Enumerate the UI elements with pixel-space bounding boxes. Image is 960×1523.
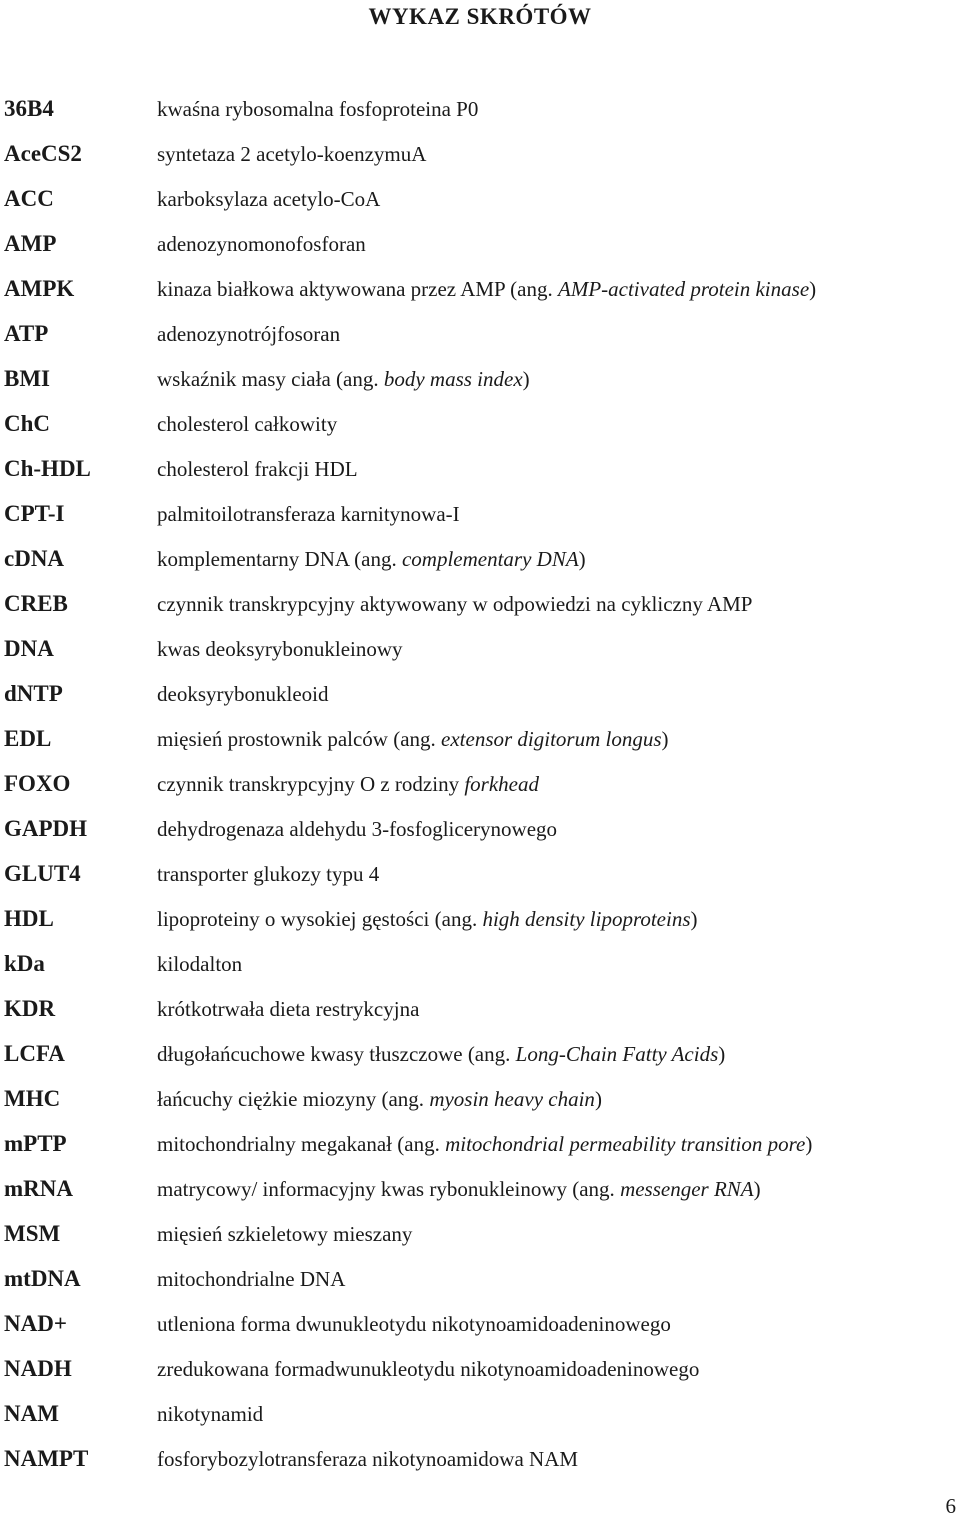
- abbreviation-term: NAD+: [4, 1311, 67, 1336]
- definition-closing: ): [594, 1087, 602, 1111]
- abbreviation-definition: [157, 1037, 725, 1071]
- abbreviation-entry: [0, 1172, 960, 1217]
- definition-text: adenozynomonofosforan: [157, 232, 366, 256]
- abbreviation-definition: [157, 1262, 345, 1296]
- abbreviation-term: AMPK: [4, 276, 75, 301]
- abbreviation-entry: [0, 362, 960, 407]
- abbreviation-definition: [157, 407, 337, 441]
- definition-english-term: Long-Chain Fatty Acids: [515, 1042, 719, 1066]
- definition-english-term: mitochondrial permeability transition pore: [445, 1132, 806, 1156]
- abbreviation-entry: [0, 1442, 960, 1487]
- definition-text: kwas deoksyrybonukleinowy: [157, 637, 403, 661]
- definition-text: zredukowana formadwunukleotydu nikotynoamidoadeninowego: [157, 1357, 700, 1381]
- abbreviation-term: AceCS2: [4, 141, 82, 166]
- definition-text: wskaźnik masy ciała (ang.: [157, 367, 384, 391]
- abbreviation-entry: [0, 497, 960, 542]
- definition-text: nikotynamid: [157, 1402, 264, 1426]
- definition-text: adenozynotrójfosoran: [157, 322, 341, 346]
- definition-english-term: body mass index: [383, 367, 523, 391]
- abbreviation-term: mRNA: [4, 1176, 73, 1201]
- definition-text: deoksyrybonukleoid: [157, 682, 329, 706]
- definition-text: utleniona forma dwunukleotydu nikotynoamidoadeninowego: [157, 1312, 671, 1336]
- abbreviation-entry: [0, 1352, 960, 1397]
- abbreviation-definition: [157, 1127, 812, 1161]
- abbreviation-definition: [157, 722, 669, 756]
- definition-text: matrycowy/ informacyjny kwas rybonukleinowy (ang.: [157, 1177, 621, 1201]
- abbreviation-definition: [157, 677, 328, 711]
- definition-text: mięsień szkieletowy mieszany: [157, 1222, 413, 1246]
- page-title: WYKAZ SKRÓTÓW: [368, 4, 592, 29]
- abbreviation-definition: [157, 1082, 602, 1116]
- abbreviation-definition: [157, 632, 403, 666]
- definition-english-term: high density lipoproteins: [482, 907, 691, 931]
- abbreviation-entry: [0, 1307, 960, 1352]
- abbreviation-term: GLUT4: [4, 861, 81, 886]
- definition-closing: ): [690, 907, 698, 931]
- abbreviation-entry: [0, 542, 960, 587]
- definition-english-term: complementary DNA: [401, 547, 579, 571]
- abbreviation-entry: [0, 1127, 960, 1172]
- abbreviation-term: NAM: [4, 1401, 59, 1426]
- abbreviation-entry: [0, 1217, 960, 1262]
- abbreviation-term: cDNA: [4, 546, 65, 571]
- abbreviation-entry: [0, 227, 960, 272]
- definition-text: cholesterol frakcji HDL: [157, 457, 358, 481]
- abbreviation-term: kDa: [4, 951, 45, 976]
- abbreviation-entry: [0, 317, 960, 362]
- abbreviation-term: Ch-HDL: [4, 456, 91, 481]
- definition-text: mitochondrialne DNA: [157, 1267, 346, 1291]
- abbreviation-definition: [157, 587, 752, 621]
- abbreviation-definition: [157, 137, 426, 171]
- page-number: 6: [945, 1494, 956, 1518]
- definition-text: fosforybozylotransferaza nikotynoamidowa NAM: [157, 1447, 579, 1471]
- definition-english-term: forkhead: [464, 772, 539, 796]
- abbreviation-definition: [157, 362, 530, 396]
- abbreviation-definition: [157, 857, 379, 891]
- abbreviation-definition: [157, 1307, 671, 1341]
- definition-text: kwaśna rybosomalna fosfoproteina P0: [157, 97, 479, 121]
- definition-text: kilodalton: [157, 952, 243, 976]
- definition-text: długołańcuchowe kwasy tłuszczowe (ang.: [157, 1042, 516, 1066]
- definition-closing: ): [718, 1042, 726, 1066]
- abbreviation-term: DNA: [4, 636, 54, 661]
- abbreviation-term: BMI: [4, 366, 50, 391]
- abbreviation-term: NAMPT: [4, 1446, 89, 1471]
- definition-closing: ): [522, 367, 530, 391]
- definition-text: czynnik transkrypcyjny O z rodziny: [157, 772, 465, 796]
- abbreviation-definition: [157, 1442, 578, 1476]
- definition-closing: ): [753, 1177, 761, 1201]
- definition-english-term: myosin heavy chain: [429, 1087, 595, 1111]
- abbreviation-definition: [157, 992, 419, 1026]
- abbreviation-entry: [0, 632, 960, 677]
- abbreviation-definition: [157, 1352, 699, 1386]
- abbreviation-entry: [0, 812, 960, 857]
- abbreviation-entry: [0, 1262, 960, 1307]
- definition-text: czynnik transkrypcyjny aktywowany w odpowiedzi na cykliczny AMP: [157, 592, 753, 616]
- abbreviation-term: MHC: [4, 1086, 61, 1111]
- abbreviation-term: mPTP: [4, 1131, 67, 1156]
- abbreviation-term: LCFA: [4, 1041, 65, 1066]
- abbreviation-list: [0, 92, 960, 1487]
- definition-text: cholesterol całkowity: [157, 412, 338, 436]
- abbreviation-entry: [0, 1397, 960, 1442]
- abbreviation-definition: [157, 902, 698, 936]
- definition-text: syntetaza 2 acetylo-koenzymuA: [157, 142, 427, 166]
- abbreviation-term: CPT-I: [4, 501, 65, 526]
- definition-text: komplementarny DNA (ang.: [157, 547, 402, 571]
- definition-english-term: messenger RNA: [620, 1177, 754, 1201]
- abbreviation-entry: [0, 587, 960, 632]
- definition-english-term: AMP-activated protein kinase: [558, 277, 810, 301]
- abbreviation-entry: [0, 1037, 960, 1082]
- abbreviation-entry: [0, 857, 960, 902]
- abbreviation-term: MSM: [4, 1221, 61, 1246]
- definition-text: mięsień prostownik palców (ang.: [157, 727, 442, 751]
- abbreviation-entry: [0, 992, 960, 1037]
- abbreviation-definition: [157, 767, 539, 801]
- definition-text: lipoproteiny o wysokiej gęstości (ang.: [157, 907, 483, 931]
- abbreviation-definition: [157, 1172, 761, 1206]
- abbreviation-entry: [0, 677, 960, 722]
- definition-text: kinaza białkowa aktywowana przez AMP (ang.: [157, 277, 558, 301]
- definition-english-term: extensor digitorum longus: [441, 727, 662, 751]
- definition-text: mitochondrialny megakanał (ang.: [157, 1132, 446, 1156]
- abbreviation-entry: [0, 137, 960, 182]
- abbreviation-definition: [157, 452, 358, 486]
- definition-text: transporter glukozy typu 4: [157, 862, 380, 886]
- abbreviation-definition: [157, 92, 478, 126]
- definition-closing: ): [809, 277, 817, 301]
- abbreviation-definition: [157, 812, 557, 846]
- abbreviation-entry: [0, 92, 960, 137]
- abbreviation-term: FOXO: [4, 771, 71, 796]
- abbreviation-term: AMP: [4, 231, 57, 256]
- abbreviation-term: GAPDH: [4, 816, 88, 841]
- abbreviation-entry: [0, 1082, 960, 1127]
- definition-text: dehydrogenaza aldehydu 3-fosfoglicerynowego: [157, 817, 558, 841]
- definition-text: krótkotrwała dieta restrykcyjna: [157, 997, 420, 1021]
- abbreviation-term: KDR: [4, 996, 56, 1021]
- definition-text: karboksylaza acetylo-CoA: [157, 187, 381, 211]
- abbreviation-definition: [157, 272, 816, 306]
- abbreviation-entry: [0, 272, 960, 317]
- definition-text: palmitoilotransferaza karnitynowa-I: [157, 502, 460, 526]
- definition-text: łańcuchy ciężkie miozyny (ang.: [157, 1087, 430, 1111]
- abbreviation-term: HDL: [4, 906, 54, 931]
- abbreviation-term: EDL: [4, 726, 52, 751]
- abbreviation-entry: [0, 722, 960, 767]
- abbreviation-entry: [0, 452, 960, 497]
- abbreviation-definition: [157, 317, 340, 351]
- abbreviation-definition: [157, 1217, 412, 1251]
- abbreviation-definition: [157, 947, 242, 981]
- definition-closing: ): [578, 547, 586, 571]
- definition-closing: ): [661, 727, 669, 751]
- abbreviation-entry: [0, 407, 960, 452]
- abbreviation-term: dNTP: [4, 681, 63, 706]
- abbreviation-term: 36B4: [4, 96, 54, 121]
- abbreviation-term: ATP: [4, 321, 49, 346]
- abbreviation-entry: [0, 182, 960, 227]
- definition-closing: ): [805, 1132, 813, 1156]
- abbreviation-definition: [157, 227, 366, 261]
- abbreviation-term: NADH: [4, 1356, 72, 1381]
- abbreviation-entry: [0, 902, 960, 947]
- abbreviation-entry: [0, 767, 960, 812]
- abbreviation-term: mtDNA: [4, 1266, 81, 1291]
- abbreviation-term: ACC: [4, 186, 54, 211]
- abbreviation-definition: [157, 542, 586, 576]
- abbreviation-definition: [157, 182, 380, 216]
- abbreviation-term: ChC: [4, 411, 51, 436]
- abbreviation-entry: [0, 947, 960, 992]
- abbreviation-definition: [157, 497, 460, 531]
- abbreviation-term: CREB: [4, 591, 68, 616]
- abbreviation-definition: [157, 1397, 263, 1431]
